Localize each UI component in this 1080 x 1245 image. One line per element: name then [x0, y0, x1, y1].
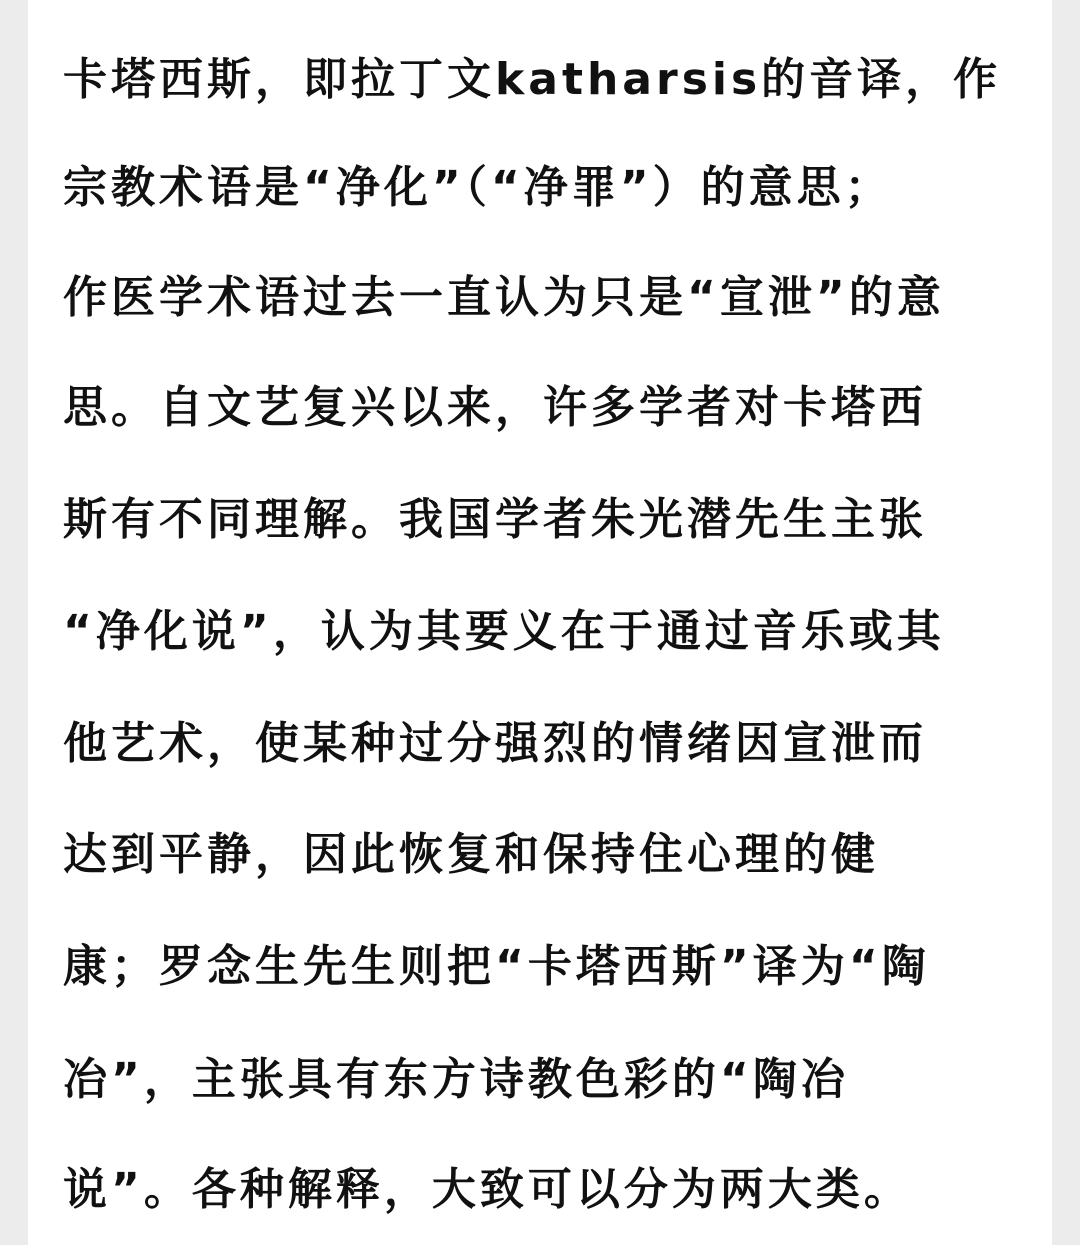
paragraph-line: 康；罗念生先生则把“卡塔西斯”译为“陶 — [63, 941, 930, 992]
paragraph-line: 斯有不同理解。我国学者朱光潜先生主张 — [63, 494, 927, 545]
paragraph-line: 冶”，主张具有东方诗教色彩的“陶冶 — [63, 1054, 849, 1105]
paragraph-line: 他艺术，使某种过分强烈的情绪因宣泄而 — [63, 718, 927, 769]
paragraph-line: 思。自文艺复兴以来，许多学者对卡塔西 — [63, 382, 927, 433]
paragraph-line: “净化说”，认为其要义在于通过音乐或其 — [63, 606, 945, 657]
paragraph-line: 宗教术语是“净化”（“净罪”）的意思； — [63, 162, 893, 213]
paragraph-line: 卡塔西斯，即拉丁文katharsis的音译，作 — [63, 54, 1002, 105]
document-page — [28, 0, 1052, 1245]
paragraph-line: 说”。各种解释，大致可以分为两大类。 — [63, 1164, 912, 1215]
paragraph-line: 作医学术语过去一直认为只是“宣泄”的意 — [63, 272, 945, 323]
paragraph-line: 达到平静，因此恢复和保持住心理的健 — [63, 829, 879, 880]
